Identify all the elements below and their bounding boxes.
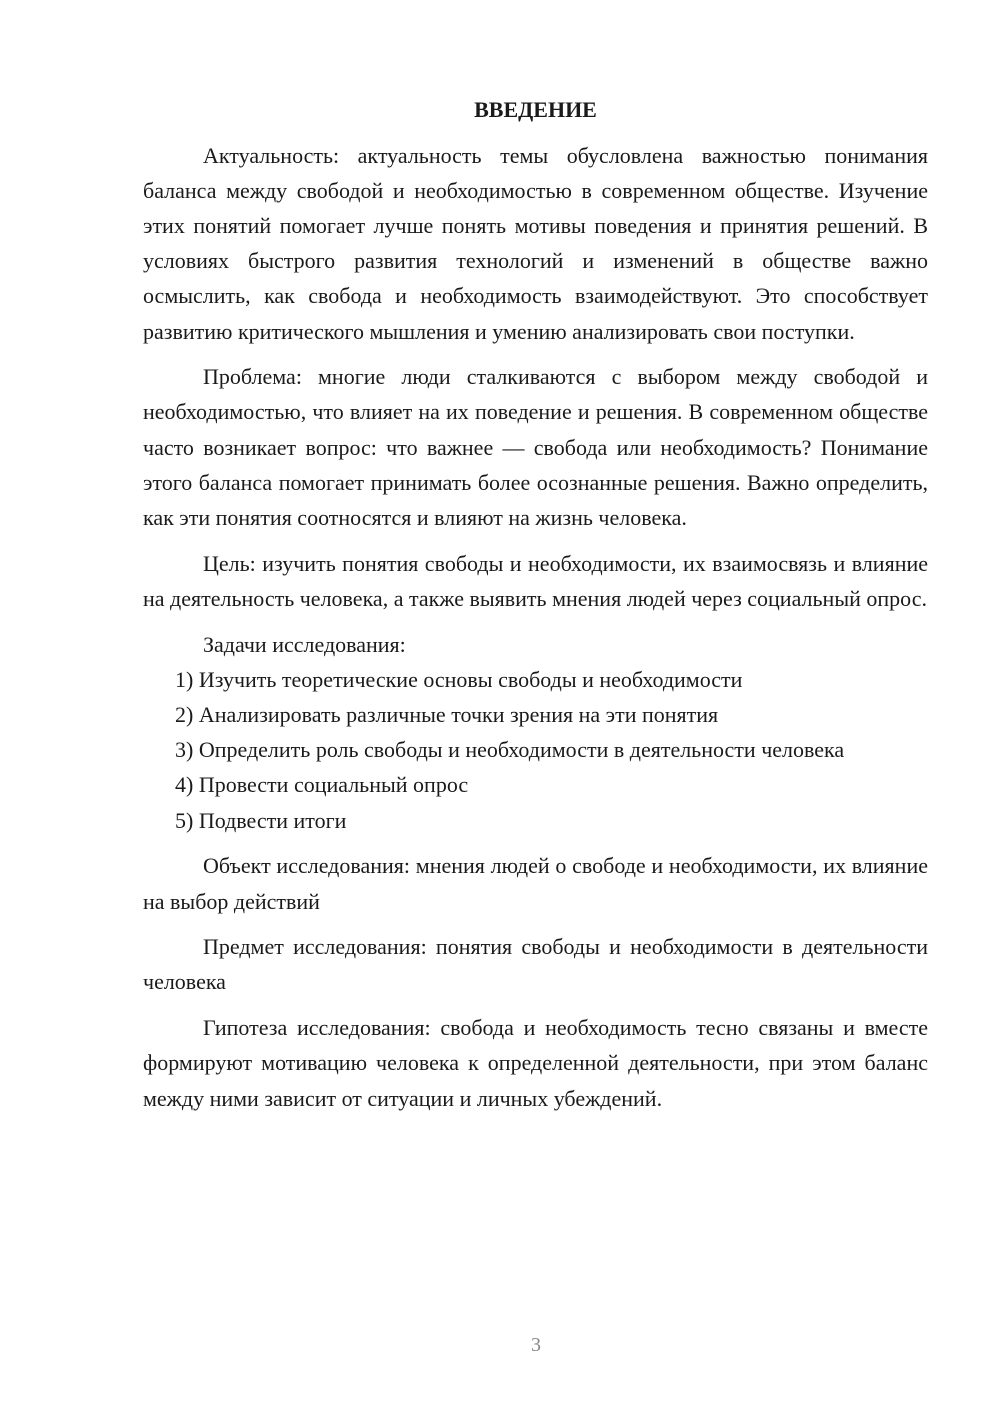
hypothesis-paragraph: Гипотеза исследования: свобода и необходимость тесно связаны и вместе формируют мотивацию человека к определенной деятельности, при этом баланс между ними зависит от ситуации и личных убеждений.	[143, 1015, 928, 1111]
object-paragraph: Объект исследования: мнения людей о свободе и необходимости, их влияние на выбор действий	[143, 853, 928, 914]
subject-paragraph: Предмет исследования: понятия свободы и необходимости в деятельности человека	[143, 934, 928, 995]
task-item-5: 5) Подвести итоги	[175, 807, 347, 833]
relevance-paragraph: Актуальность: актуальность темы обусловлена важностью понимания баланса между свободой и необходимостью в современном обществе. Изучение этих понятий помогает лучше понять мотивы поведения и принятия решений. В условиях быстрого развития технологий и изменений в обществе важно осмыслить, как свобода и необходимость взаимодействуют. Это способствует развитию критического мышления и умению анализировать свои поступки.	[143, 142, 928, 344]
task-item-3: 3) Определить роль свободы и необходимости в деятельности человека	[175, 737, 845, 763]
task-item-4: 4) Провести социальный опрос	[175, 772, 469, 798]
problem-paragraph: Проблема: многие люди сталкиваются с выбором между свободой и необходимостью, что влияет на их поведение и решения. В современном обществе часто возникает вопрос: что важнее — свобода или необходимость? Понимание этого баланса помогает принимать более осознанные решения. Важно определить, как эти понятия соотносятся и влияют на жизнь человека.	[143, 364, 928, 531]
goal-paragraph: Цель: изучить понятия свободы и необходимости, их взаимосвязь и влияние на деятельность человека, а также выявить мнения людей через социальный опрос.	[143, 550, 928, 611]
page-number: 3	[531, 1334, 541, 1356]
document-page	[143, 92, 928, 1116]
section-title: ВВЕДЕНИЕ	[474, 97, 597, 122]
task-item-1: 1) Изучить теоретические основы свободы и необходимости	[175, 666, 743, 692]
tasks-heading: Задачи исследования:	[203, 631, 406, 657]
task-item-2: 2) Анализировать различные точки зрения на эти понятия	[175, 702, 719, 728]
